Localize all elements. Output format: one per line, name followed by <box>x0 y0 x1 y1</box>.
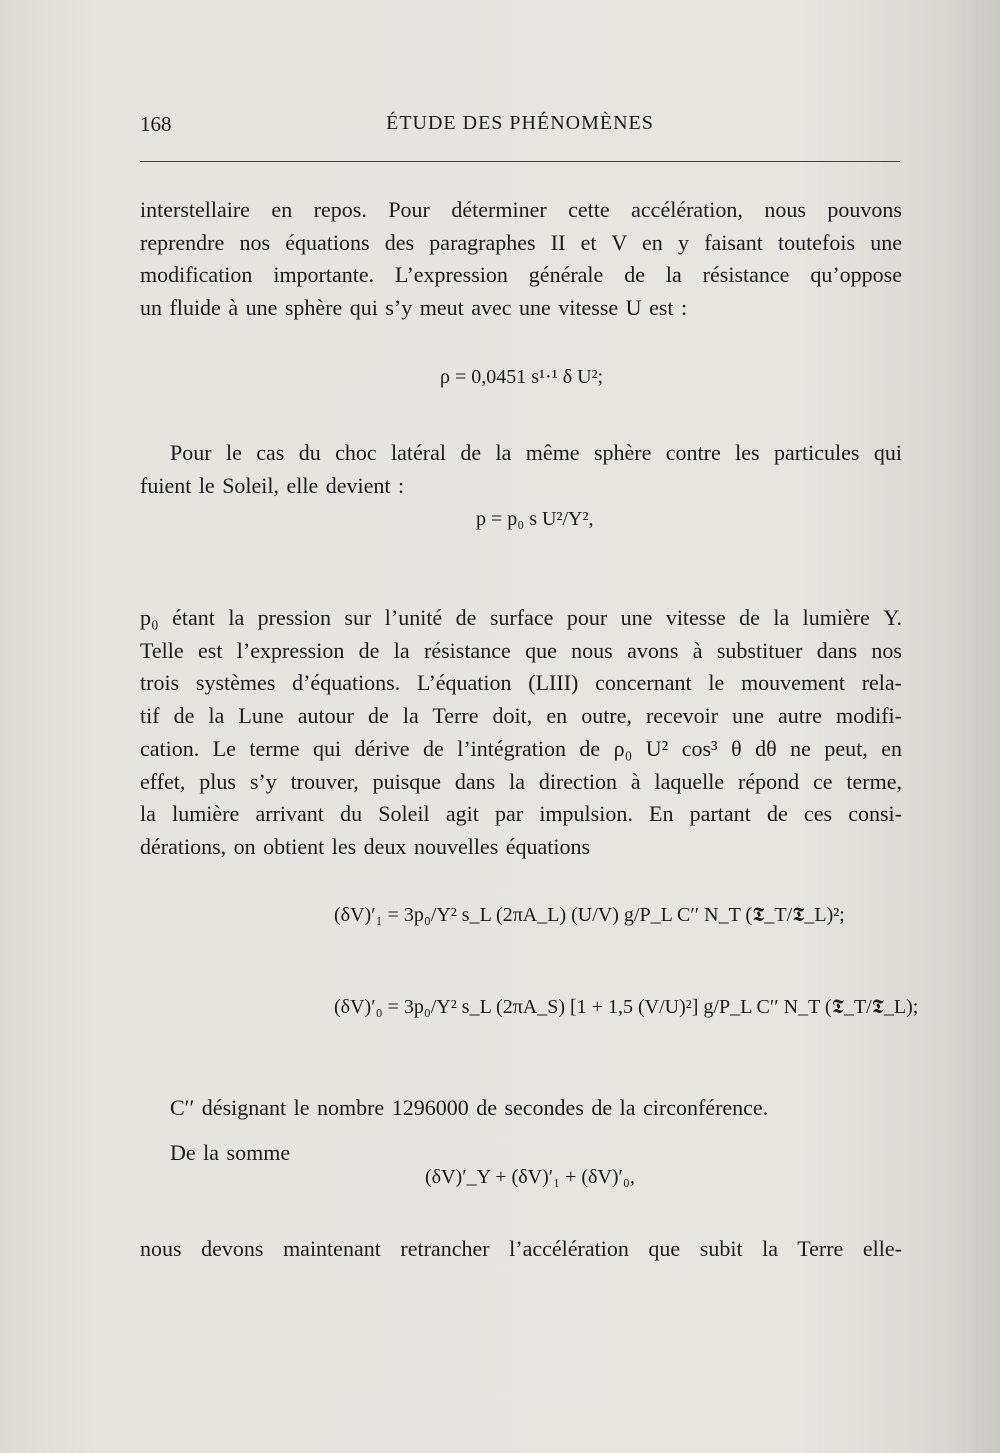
text-line: trois systèmes d’équations. L’équation (LIII) concernant le mouvement rela- <box>140 670 902 696</box>
text-line: nous devons maintenant retrancher l’accélération que subit la Terre elle- <box>140 1236 902 1261</box>
running-title: ÉTUDE DES PHÉNOMÈNES <box>386 112 654 134</box>
paragraph-5 <box>140 1137 902 1170</box>
text-line: Telle est l’expression de la résistance que nous avons à substituer dans nos <box>140 637 902 663</box>
text-line: la lumière arrivant du Soleil agit par impulsion. En partant de ces consi- <box>140 801 902 827</box>
page-number: 168 <box>140 112 172 136</box>
header-rule <box>140 161 900 162</box>
equation-delta-v-0: (δV)′₀ = 3p₀/Υ² s_L (2πA_S) [1 + 1,5 (V/U)²] g/P_L C′′ N_T (𝕿_T/𝕿_L); <box>334 996 919 1018</box>
running-head <box>140 112 900 144</box>
text-line: reprendre nos équations des paragraphes II et V en y faisant toutefois une <box>140 229 902 255</box>
text-line: interstellaire en repos. Pour déterminer cette accélération, nous pouvons <box>140 197 902 222</box>
text-line: tif de la Lune autour de la Terre doit, en outre, recevoir une autre modifi- <box>140 703 902 729</box>
text-line: un fluide à une sphère qui s’y meut avec une vitesse U est : <box>140 295 688 321</box>
text-line: dérations, on obtient les deux nouvelles équations <box>140 833 591 859</box>
paragraph-1 <box>140 194 902 325</box>
equation-lateral-shock: p = p₀ s U²/Υ², <box>476 508 594 530</box>
text-line: cation. Le terme qui dérive de l’intégration de ρ₀ U² cos³ θ dθ ne peut, en <box>140 735 902 761</box>
text-line: De la somme <box>170 1140 291 1165</box>
text-line: Pour le cas du choc latéral de la même sphère contre les particules qui <box>170 440 902 465</box>
paragraph-3 <box>140 602 902 864</box>
text-line: modification importante. L’expression générale de la résistance qu’oppose <box>140 262 902 288</box>
paragraph-2 <box>140 437 902 502</box>
paragraph-6 <box>140 1233 902 1266</box>
text-line: C′′ désignant le nombre 1296000 de secondes de la circonférence. <box>170 1095 769 1120</box>
paragraph-4 <box>140 1092 902 1125</box>
text-line: p₀ étant la pression sur l’unité de surface pour une vitesse de la lumière Υ. <box>140 605 902 630</box>
equation-sum: (δV)′_Υ + (δV)′₁ + (δV)′₀, <box>425 1166 635 1188</box>
text-line: effet, plus s’y trouver, puisque dans la direction à laquelle répond ce terme, <box>140 768 902 794</box>
text-line: fuient le Soleil, elle devient : <box>140 472 405 498</box>
equation-delta-v-1: (δV)′₁ = 3p₀/Υ² s_L (2πA_L) (U/V) g/P_L C′′ N_T (𝕿_T/𝕿_L)²; <box>334 904 845 926</box>
equation-resistance: ρ = 0,0451 s¹·¹ δ U²; <box>440 366 604 388</box>
